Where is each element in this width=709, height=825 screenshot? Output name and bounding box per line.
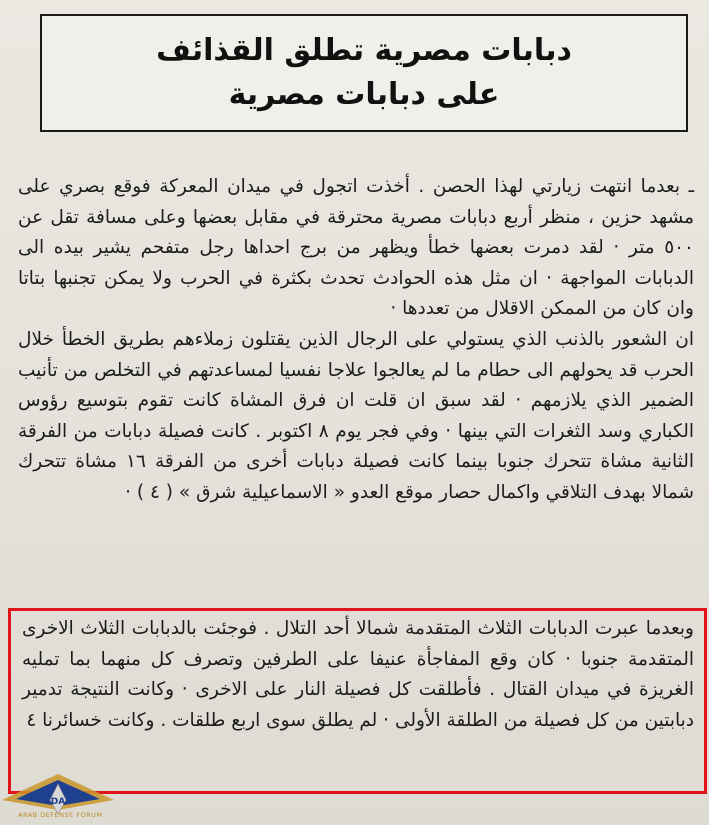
highlighted-paragraph <box>22 614 694 736</box>
paragraph-2: ان الشعور بالذنب الذي يستولي على الرجال الذين يقتلون زملاءهم بطريق الخطأ خلال الحرب قد يحولهم الى حطام ما لم يعالجوا علاجا نفسيا لمساعدتهم في التخلص من تأنيب الضمير الذي يلازمهم · لقد سبق ان قلت ان فرق المشاة كانت تقوم بتوسيع رؤوس الكباري وسد الثغرات التي بينها · وفي فجر يوم ٨ اكتوبر . كانت فصيلة دبابات من الفرقة الثانية مشاة تتحرك جنوبا بينما كانت فصيلة دبابات أخرى من الفرقة ١٦ مشاة تتحرك شمالا بهدف التلاقي واكمال حصار موقع العدو « الاسماعيلية شرق » ( ٤ ) · <box>18 328 694 503</box>
logo-caption: ARAB DEFENSE FORUM <box>18 811 103 819</box>
logo-letters: DA <box>50 797 66 807</box>
headline-box <box>40 14 688 132</box>
paragraph-1: ـ بعدما انتهت زيارتي لهذا الحصن . أخذت اتجول في ميدان المعركة فوقع بصري على مشهد حزين ، منظر أربع دبابات مصرية محترقة في مقابل بعضها وعلى مسافة تقل عن ٥٠٠ متر · لقد دمرت بعضها خطأ ويظهر من برج احداها رجل متفحم يشير بيده الى الدبابات المواجهة · ان مثل هذه الحوادث تحدث بكثرة في الحرب ولا يمكن تجنبها بتاتا وان كان من الممكن الاقلال من تعددها · <box>18 176 694 320</box>
headline-line-1: دبابات مصرية تطلق القذائف <box>156 33 572 68</box>
article-body <box>18 172 694 509</box>
headline-line-2: على دبابات مصرية <box>228 77 500 112</box>
paragraph-3: وبعدما عبرت الدبابات الثلاث المتقدمة شمالا أحد التلال . فوجئت بالدبابات الثلاث الاخرى المتقدمة جنوبا · كان وقع المفاجأة عنيفا على الطرفين وتصرف كل منهما بما تمليه الغريزة في ميدان القتال . فأطلقت كل فصيلة النار على الاخرى · وكانت النتيجة تدمير دبابتين من كل فصيلة من الطلقة الأولى · لم يطلق سوى اربع طلقات . وكانت خسائرنا ٤ <box>22 618 694 731</box>
